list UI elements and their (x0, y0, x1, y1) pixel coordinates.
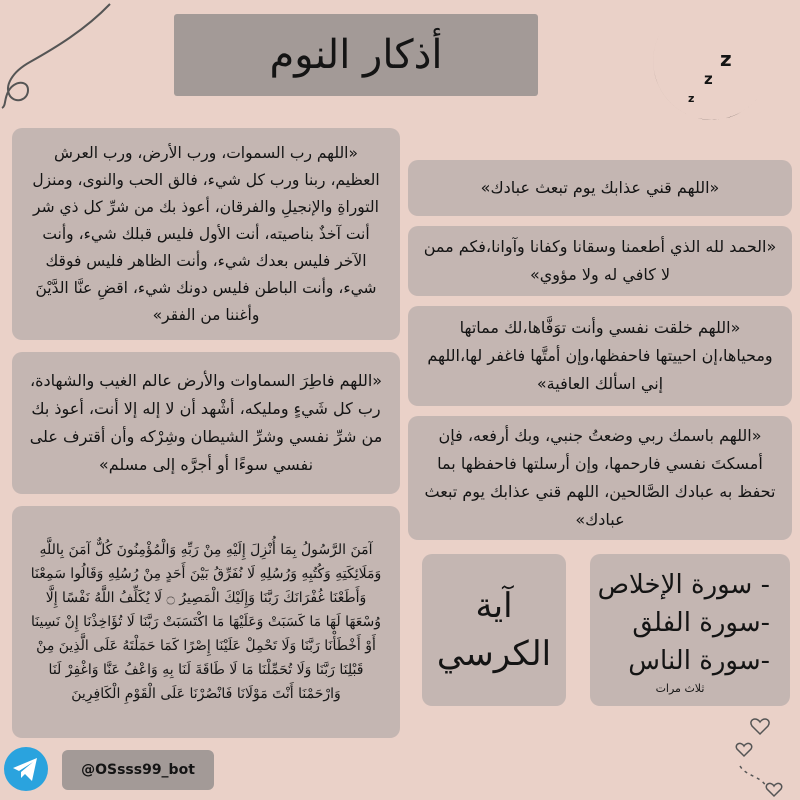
repeat-note: ثلاث مرات (655, 681, 705, 695)
svg-text:z: z (720, 47, 732, 71)
dua-text: «اللهم قني عذابك يوم تبعث عبادك» (480, 178, 720, 197)
svg-text:z: z (688, 92, 695, 105)
kursi-line-2: الكرسي (436, 634, 552, 674)
swirl-decoration (0, 0, 120, 110)
dua-text: «الحمد لله الذي أطعمنا وسقانا وكفانا وآوانا،فكم ممن لا كافي له ولا مؤوي» (423, 237, 777, 284)
dua-card-praise (408, 226, 792, 296)
dua-card-soul (408, 306, 792, 406)
dua-text: «اللهم رب السموات، ورب الأرض، ورب العرش العظيم، ربنا ورب كل شيء، فالق الحب والنوى، ومنزل التوراةِ والإنجيلِ والفرقان، أعوذ بك من شرِّ كل ذي شر أنت آخذٌ بناصيته، أنت الأول فليس قبلك شيء، وأنت الآخر فليس بعدك شيء، وأنت الظاهر فليس فوقك شيء، وأنت الباطن فليس دونك شيء، اقضِ عنَّا الدَّيْنَ وأغننا من الفقر» (32, 143, 380, 324)
dua-text: «اللهم خلقت نفسي وأنت توَفَّاها،لك مماتها ومحياها،إن احييتها فاحفظها،وإن أمتَّها فاغفر لها،اللهم إني اسألك العافية» (427, 318, 773, 393)
quran-text: آمَنَ الرَّسُولُ بِمَا أُنْزِلَ إِلَيْهِ مِنْ رَبِّهِ وَالْمُؤْمِنُونَ كُلٌّ آمَنَ بِاللَّهِ وَمَلَائِكَتِهِ وَكُتُبِهِ وَرُسُلِهِ لَا نُفَرِّقُ بَيْنَ أَحَدٍ مِنْ رُسُلِهِ وَقَالُوا سَمِعْنَا وَأَطَعْنَا غُفْرَانَكَ رَبَّنَا وَإِلَيْكَ الْمَصِيرُ ۝ لَا يُكَلِّفُ اللَّهُ نَفْسًا إِلَّا وُسْعَهَا لَهَا مَا كَسَبَتْ وَعَلَيْهَا مَا اكْتَسَبَتْ رَبَّنَا لَا تُؤَاخِذْنَا إِنْ نَسِينَا أَوْ أَخْطَأْنَا رَبَّنَا وَلَا تَحْمِلْ عَلَيْنَا إِصْرًا كَمَا حَمَلْتَهُ عَلَى الَّذِينَ مِنْ قَبْلِنَا رَبَّنَا وَلَا تُحَمِّلْنَا مَا لَا طَاقَةَ لَنَا بِهِ وَاعْفُ عَنَّا وَاغْفِرْ لَنَا وَارْحَمْنَا أَنْتَ مَوْلَانَا فَانْصُرْنَا عَلَى الْقَوْمِ الْكَافِرِينَ (30, 542, 382, 702)
bot-handle-bar[interactable] (62, 750, 214, 790)
hearts-decoration (730, 710, 800, 800)
surah-falaq: -سورة الفلق (632, 607, 770, 638)
kursi-line-1: آية (475, 586, 513, 626)
dua-card-protect-punishment (408, 160, 792, 216)
ayat-al-kursi-card (422, 554, 566, 706)
dua-card-in-your-name (408, 416, 792, 540)
svg-text:z: z (704, 70, 713, 88)
title-banner (174, 14, 538, 96)
dua-card-creator (12, 352, 400, 494)
dua-text: «اللهم باسمك ربي وضعتُ جنبي، وبك أرفعه، فإن أمسكتَ نفسي فارحمها، وإن أرسلتها فاحفظها بما تحفظ به عبادك الصَّالحين، اللهم قني عذابك يوم تبعث عبادك» (424, 426, 776, 529)
bot-handle[interactable]: @OSsss99_bot (81, 762, 195, 778)
page-title: أذكار النوم (269, 32, 443, 78)
surahs-card (590, 554, 790, 706)
telegram-icon[interactable] (2, 745, 50, 793)
surah-ikhlas: - سورة الإخلاص (597, 569, 770, 600)
dua-text: «اللهم فاطِرَ السماوات والأرض عالم الغيب والشهادة، رب كل شَيءٍ ومليكه، أشْهد أن لا إله إلا أنت، أعوذ بك من شرِّ نفسي وشرِّ الشيطان وشِرْكه وأن أقترف على نفسي سوءًا أو أجرَّه إلى مسلم» (29, 371, 383, 474)
dua-card-lord-of-heavens (12, 128, 400, 340)
surah-nas: -سورة الناس (628, 645, 770, 676)
moon-icon (622, 20, 772, 150)
quran-card-last-verses-baqarah (12, 506, 400, 738)
